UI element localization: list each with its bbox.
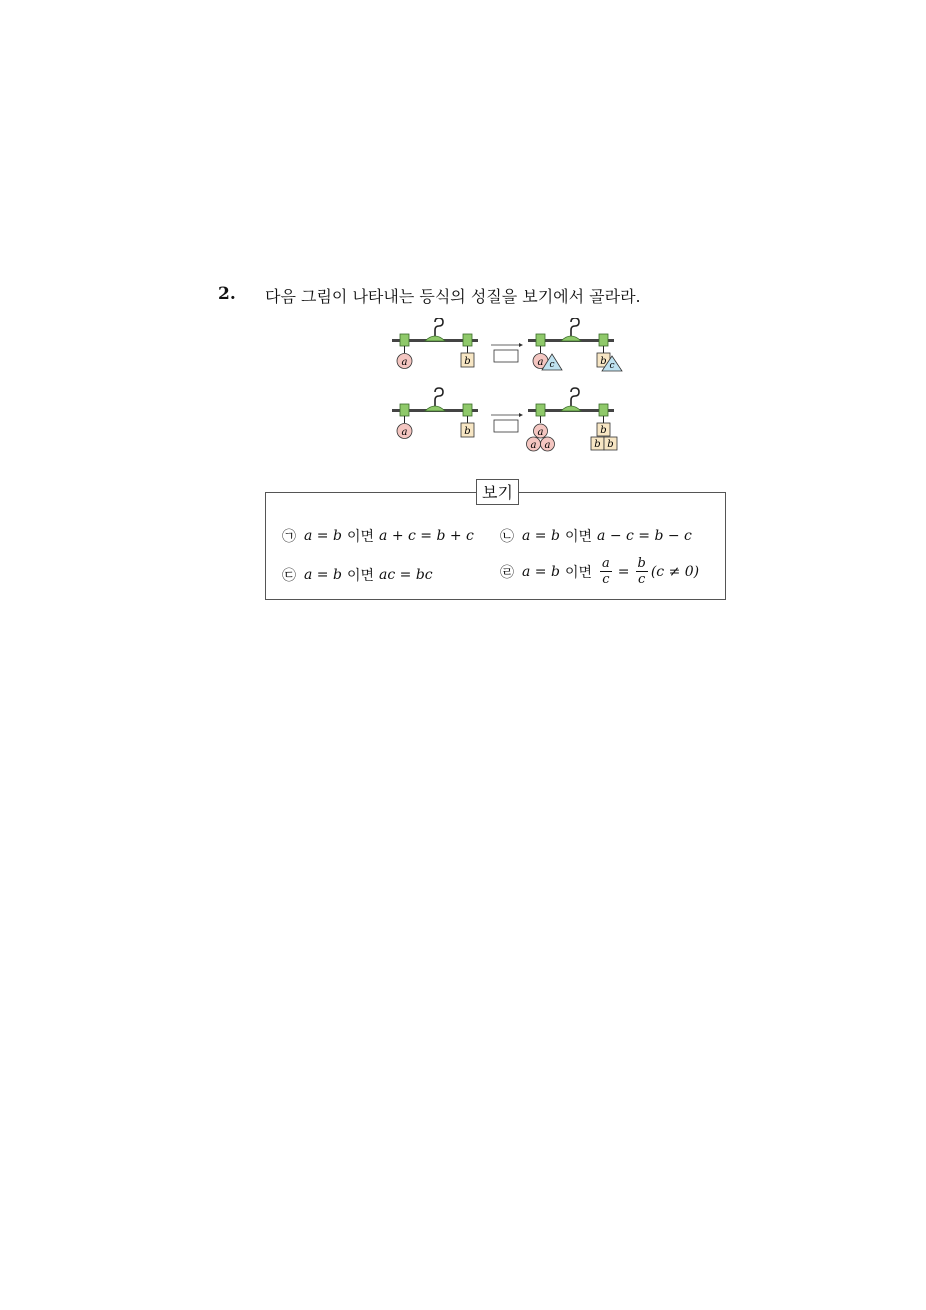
- option-4-frac-b-num: b: [637, 556, 646, 571]
- label-a-right-2-top: a: [537, 427, 544, 438]
- label-a-right-1: a: [537, 357, 544, 368]
- option-3-word: 이면: [346, 568, 375, 584]
- label-b-right-1: b: [600, 356, 607, 367]
- label-c-right-1b: c: [609, 361, 615, 371]
- label-b-right-2-bl: b: [594, 439, 601, 450]
- option-2-cond: a = b: [522, 528, 560, 544]
- label-b-right-2-top: b: [600, 425, 607, 436]
- option-4-frac-a: [600, 556, 612, 587]
- blank-box-1: [494, 350, 518, 362]
- option-4-frac-a-den: c: [602, 572, 610, 587]
- label-b-right-2-br: b: [607, 439, 614, 450]
- option-4-eq: =: [617, 563, 630, 580]
- label-a-left-2: a: [401, 427, 408, 438]
- hanger-figure: [388, 318, 628, 460]
- option-4-cond: a = b: [522, 563, 560, 580]
- option-4-frac-b-den: c: [638, 572, 646, 587]
- option-4-word: 이면: [564, 564, 593, 581]
- label-a-right-2-br: a: [544, 440, 551, 451]
- label-a-right-2-bl: a: [530, 440, 537, 451]
- option-2-result: a − c = b − c: [597, 528, 692, 544]
- blank-box-2: [494, 420, 518, 432]
- option-2: [500, 526, 692, 546]
- option-4-frac-a-num: a: [602, 556, 610, 571]
- label-b-left-1: b: [464, 356, 471, 367]
- option-3-cond: a = b: [304, 567, 342, 583]
- option-2-mark: ㉡: [500, 529, 514, 545]
- option-1-word: 이면: [346, 529, 375, 545]
- option-1: [282, 526, 474, 546]
- option-4-tail: (c ≠ 0): [650, 563, 700, 580]
- option-1-result: a + c = b + c: [379, 528, 474, 544]
- question-text: 다음 그림이 나타내는 등식의 성질을 보기에서 골라라.: [265, 287, 641, 306]
- option-3: [282, 565, 433, 585]
- option-4-frac-b: [636, 556, 648, 587]
- question-number: 2.: [218, 284, 236, 304]
- option-3-result: ac = bc: [379, 567, 433, 583]
- option-1-mark: ㉠: [282, 529, 296, 545]
- option-1-cond: a = b: [304, 528, 342, 544]
- hanger-diagram: [388, 318, 628, 460]
- option-4: [500, 556, 699, 587]
- option-4-mark: ㉣: [500, 564, 514, 581]
- bogi-title: 보기: [476, 479, 519, 505]
- label-a-left-1: a: [401, 357, 408, 368]
- label-c-right-1a: c: [549, 360, 555, 370]
- label-b-left-2: b: [464, 426, 471, 437]
- option-3-mark: ㉢: [282, 568, 296, 584]
- option-2-word: 이면: [564, 529, 593, 545]
